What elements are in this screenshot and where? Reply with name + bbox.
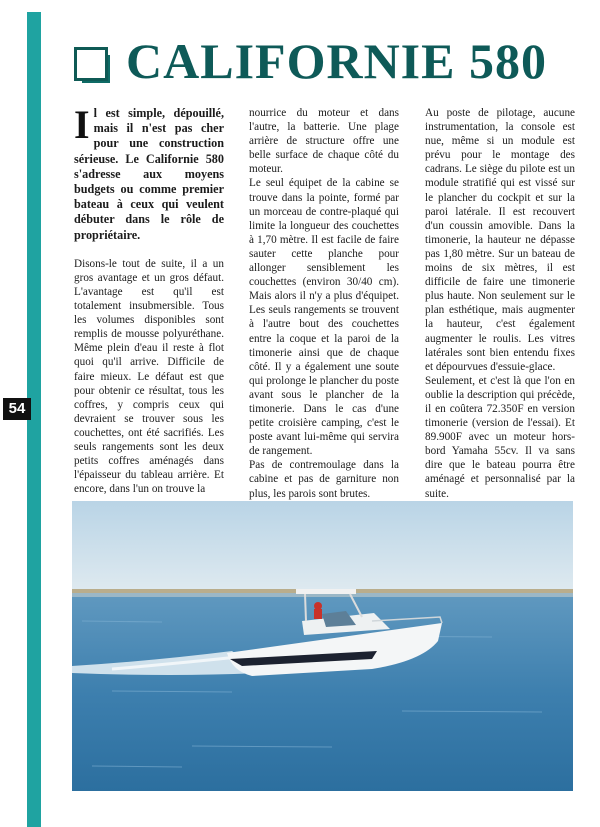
page-number: 54 xyxy=(3,398,31,420)
square-outline xyxy=(74,47,108,81)
drop-cap: I xyxy=(74,102,90,147)
body-paragraph: Au poste de pilotage, aucune instrumentation, la console est nue, même si un module est prévu pour le montage des cadrans. Le siège du pilote est un module stratifié qui est vissé sur le plancher du cockpit et sur la paroi latérale. Il est recouvert d'un coussin amovible. Dans la timonerie, la hauteur ne dépasse pas 1,80 mètre. Sur un bateau de moins de six mètres, il est difficile de faire une timonerie plus haute. Non seulement sur le plan esthétique, mais augmenter la hauteur, c'est également augmenter le roulis. Les vitres latérales sont bien entendu fixes et dépourvues d'essuie-glace. xyxy=(425,107,575,373)
column-3 xyxy=(425,106,575,501)
column-1 xyxy=(74,102,224,496)
boat-photo xyxy=(72,501,573,791)
page-title: CALIFORNIE 580 xyxy=(126,33,547,89)
lead-paragraph xyxy=(74,102,224,243)
title-square-icon xyxy=(74,47,108,81)
body-paragraph: Seulement, et c'est là que l'on en oublie la description qui précède, il en coûtera 72.350F en version timonerie (version de l'essai). Et 89.900F avec un moteur hors-bord Yamaha 55cv. Il va sans dire que le bateau pourra être aménagé et personnalisé par la suite. xyxy=(425,374,575,500)
body-paragraph: Le seul équipet de la cabine se trouve dans la pointe, formé par un morceau de contre-plaqué qui limite la longueur des couchettes à 1,70 mètre. Il est facile de faire sauter cette planche pour allonger sensiblement les couchettes (environ 30/40 cm). Mais alors il n'y a plus d'équipet. Les seuls rangements se trouvent à l'autre bout des couchettes entre la coque et la paroi de la timonerie ainsi que de chaque côté. Il y a également une soute qui prolonge le plancher du poste avant sous le plancher de la timonerie. Dans le cas d'une petite croisière camping, c'est le poste avant lui-même qui servira de rangement. xyxy=(249,177,399,458)
lead-text: l est simple, dépouillé, mais il n'est pas cher pour une construction sérieuse. Le Californie 580 s'adresse aux moyens budgets ou comme premier bateau à ceux qui veulent débuter dans le rôle de propriétaire. xyxy=(74,106,224,242)
body-paragraph: Disons-le tout de suite, il a un gros avantage et un gros défaut. L'avantage est qu'il est totalement insubmersible. Tous les volumes disponibles sont remplis de mousse polyuréthane. Même plein d'eau il reste à flot quoi qu'il arrive. Difficile de faire mieux. Le défaut est que pour obtenir ce résultat, tous les coffres, y compris ceux qui devraient se trouver sous les couchettes, ont été sacrifiés. Les seuls rangements sont les deux petits coffres aménagés dans l'épaisseur du tableau arrière. Et encore, dans l'un on trouve la xyxy=(74,257,224,496)
column-2 xyxy=(249,106,399,501)
body-paragraph: nourrice du moteur et dans l'autre, la batterie. Une plage arrière de structure offre une belle surface de chaque côté du moteur. xyxy=(249,107,399,176)
body-paragraph: Pas de contremoulage dans la cabine et pas de garniture non plus, les parois sont brutes. xyxy=(249,459,399,500)
